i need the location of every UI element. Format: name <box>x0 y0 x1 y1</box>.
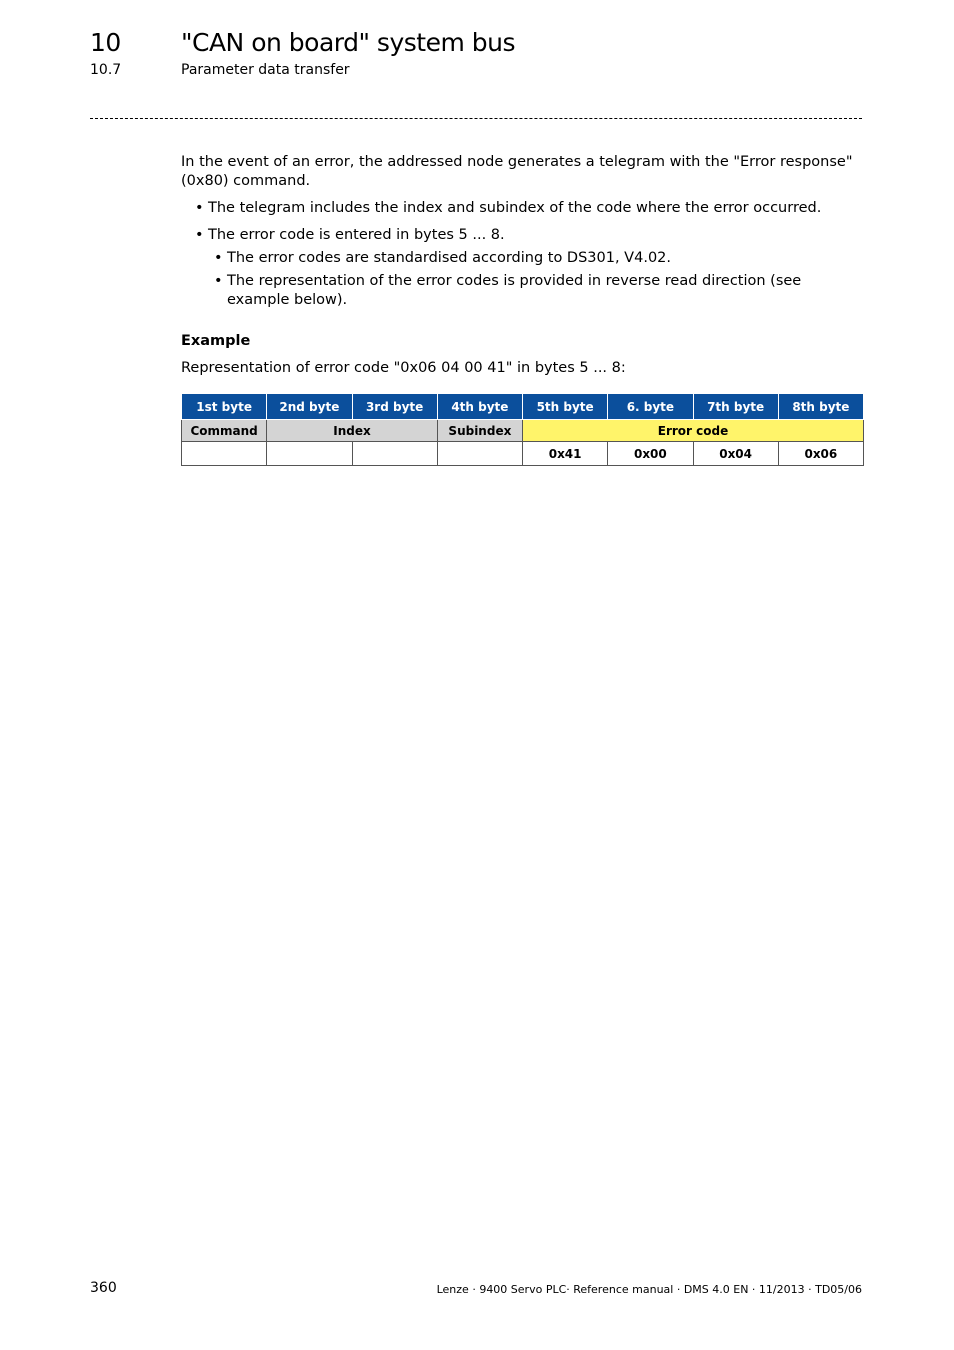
sub-bullet-item <box>181 249 865 268</box>
table-cell: 0x04 <box>693 442 778 466</box>
table-cell <box>267 442 352 466</box>
table-cell <box>182 442 267 466</box>
table-cell: 0x41 <box>523 442 608 466</box>
header-cell: 4th byte <box>437 394 522 420</box>
table-row <box>182 420 864 442</box>
header-divider <box>90 118 862 119</box>
example-heading: Example <box>181 333 251 349</box>
bullet-dot: • <box>195 200 204 216</box>
header-cell: 1st byte <box>182 394 267 420</box>
command-cell: Command <box>182 420 267 442</box>
header-cell: 3rd byte <box>352 394 437 420</box>
header-cell: 5th byte <box>523 394 608 420</box>
subindex-cell: Subindex <box>437 420 522 442</box>
bullet-text: The error code is entered in bytes 5 ... 8. <box>208 227 505 243</box>
main-content <box>181 153 865 378</box>
chapter-title: "CAN on board" system bus <box>181 28 515 57</box>
bullet-dot: • <box>214 273 223 289</box>
bullet-item <box>181 226 865 245</box>
footer-doc-info: Lenze · 9400 Servo PLC· Reference manual · DMS 4.0 EN · 11/2013 · TD05/06 <box>436 1283 862 1296</box>
sub-bullet-text: The error codes are standardised according to DS301, V4.02. <box>227 250 671 266</box>
header-cell: 7th byte <box>693 394 778 420</box>
table-cell <box>437 442 522 466</box>
table-row <box>182 442 864 466</box>
byte-table <box>181 393 864 466</box>
page-number: 360 <box>90 1280 117 1296</box>
intro-paragraph: In the event of an error, the addressed node generates a telegram with the "Error response" (0x80) command. <box>181 154 853 189</box>
bullet-text: The telegram includes the index and subindex of the code where the error occurred. <box>208 200 822 216</box>
header-cell: 2nd byte <box>267 394 352 420</box>
sub-bullet-item <box>181 272 865 310</box>
section-title: Parameter data transfer <box>181 62 350 78</box>
bullet-dot: • <box>214 250 223 266</box>
chapter-number: 10 <box>90 28 121 57</box>
section-number: 10.7 <box>90 62 122 78</box>
bullet-item <box>181 199 865 218</box>
header-cell: 6. byte <box>608 394 693 420</box>
index-cell: Index <box>267 420 438 442</box>
table-header-row <box>182 394 864 420</box>
table-cell: 0x06 <box>778 442 863 466</box>
example-text: Representation of error code "0x06 04 00 41" in bytes 5 ... 8: <box>181 360 626 376</box>
bullet-dot: • <box>195 227 204 243</box>
table-cell: 0x00 <box>608 442 693 466</box>
error-code-cell: Error code <box>523 420 864 442</box>
header-cell: 8th byte <box>778 394 863 420</box>
sub-bullet-text: The representation of the error codes is provided in reverse read direction (see example below). <box>227 273 802 308</box>
table-cell <box>352 442 437 466</box>
